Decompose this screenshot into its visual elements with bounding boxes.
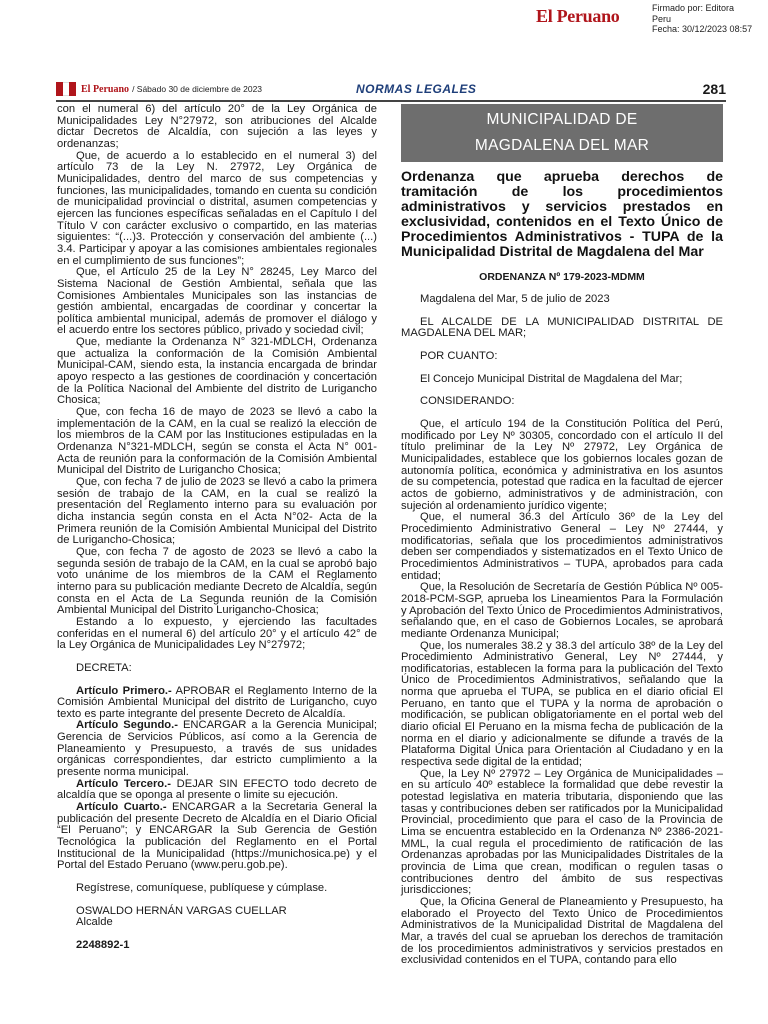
article <box>57 779 377 802</box>
signature-line: Firmado por: Editora <box>652 3 735 13</box>
section-title: NORMAS LEGALES <box>356 82 477 96</box>
article <box>57 686 377 721</box>
decreta-heading: DECRETA: <box>76 661 132 674</box>
brand-logo: El Peruano <box>536 6 620 26</box>
page-number: 281 <box>702 81 726 97</box>
article-label: Artículo Primero.- <box>76 684 172 697</box>
top-brand <box>536 6 620 27</box>
paragraph: Que, de acuerdo a lo establecido en el numeral 3) del artículo 73 de la Ley N. 27972, Ley Orgánica de Municipalidades, dentro del marco de sus competencias y funciones, las municipalidades, tomando en cuenta su condición de municipalidad provincial o distrital, asumen competencias y ejercen las funciones específicas señaladas en el Capítulo I del Título V con carácter exclusivo o compartido, en las materias siguientes: “(...)3. Protección y conservación del ambiente (...) 3.4. Participar y apoyar a las comisiones ambientales regionales en el cumplimiento de sus funciones”; <box>57 149 377 267</box>
paragraph: Que, con fecha 7 de julio de 2023 se llevó a cabo la primera sesión de trabajo de la CAM, en la cual se realizó la presentación del Reglamento interno para su evaluación por dicha instancia según consta en el Acta N°02- Acta de la Primera reunión de la Comisión Ambiental Municipal del Distrito de Lurigancho-Chosica; <box>57 476 377 547</box>
paragraph: Que, los numerales 38.2 y 38.3 del artículo 38º de la Ley del Procedimiento Administrativo General, Ley Nº 27444, y modificatorias, establecen la forma para la publicación del Texto Único de Procedimientos Administrativos, señalando que la norma que aprueba el TUPA, se publica en el diario oficial El Peruano, en tanto que el TUPA y la norma de aprobación o modificación, se publican obligatoriamente en el portal web del diario oficial El Peruano en la misma fecha de publicación de la norma en el diario y adicionalmente se difunde a través de la Plataforma Digital Única para Orientación al Ciudadano y en la respectiva sede digital de la entidad; <box>401 639 723 769</box>
paragraph: con el numeral 6) del artículo 20° de la Ley Orgánica de Municipalidades Ley N°27972, son atribuciones del Alcalde dictar Decretos de Alcaldía, con sujeción a las leyes y ordenanzas; <box>57 103 377 150</box>
signature-line: Fecha: 30/12/2023 08:57 <box>652 24 753 34</box>
document-code: 2248892-1 <box>76 938 130 951</box>
closing: Regístrese, comuníquese, publíquese y cúmplase. <box>76 882 328 894</box>
digital-signature <box>652 3 752 35</box>
signer-role: Alcalde <box>76 916 113 929</box>
header-brand: El Peruano <box>81 83 130 95</box>
place-date: Magdalena del Mar, 5 de julio de 2023 <box>420 293 610 306</box>
article-text: ENCARGAR a la Secretaria General la publicación del presente Decreto de Alcaldía en el Diario Oficial “El Peruano”; y ENCARGAR la Sub Gerencia de Gestión Tecnológica la publicación del Reglamento en el Portal Institucional de la Municipalidad (https://munichosica.pe) y el Portal del Estado Peruano (www.peru.gob.pe). <box>57 801 377 872</box>
ordinance-number: ORDENANZA Nº 179-2023-MDMM <box>479 271 645 284</box>
paragraph: Que, el numeral 36.3 del Artículo 36º de la Ley del Procedimiento Administrativo General – Ley Nº 27444, y modificatorias, señala que los procedimientos administrativos deben ser compendiados y sistematizados en el Texto Único de Procedimientos Administrativos – TUPA, aprobados para cada entidad; <box>401 511 723 582</box>
paragraph: Que, la Oficina General de Planeamiento y Presupuesto, ha elaborado el Proyecto del Texto Único de Procedimientos Administrativos de la Municipalidad Distrital de Magdalena del Mar, a través del cual se aprueban los derechos de tramitación de los procedimientos administrativos y servicios prestados en exclusividad contenidos en el TUPA, contando para ello <box>401 895 723 967</box>
peru-flag-icon <box>56 82 76 96</box>
header-left <box>56 82 262 96</box>
article <box>57 720 377 778</box>
signer-name: OSWALDO HERNÁN VARGAS CUELLAR <box>76 904 287 917</box>
paragraph: EL ALCALDE DE LA MUNICIPALIDAD DISTRITAL DE MAGDALENA DEL MAR; <box>401 315 723 340</box>
paragraph: Que, el artículo 194 de la Constitución Política del Perú, modificado por Ley Nº 30305, concordado con el artículo II del título preliminar de la Ley Nº 27972, Ley Orgánica de Municipalidades, establece que los gobiernos locales gozan de autonomía política, económica y administrativa en los asuntos de su competencia, potestad que radica en la facultad de ejercer actos de gobierno, administrativos y de administración, con sujeción al ordenamiento jurídico vigente; <box>401 418 723 512</box>
article-text: DEJAR SIN EFECTO todo decreto de alcaldía que se oponga al presente o limite su ejecución. <box>57 777 377 802</box>
header-divider <box>56 100 726 102</box>
municipality-banner <box>401 104 723 162</box>
header-date: / Sábado 30 de diciembre de 2023 <box>132 84 263 94</box>
municipality-name-line: MAGDALENA DEL MAR <box>474 137 650 154</box>
article-label: Artículo Tercero.- <box>76 777 171 790</box>
paragraph: Que, el Artículo 25 de la Ley N° 28245, Ley Marco del Sistema Nacional de Gestión Ambiental, señala que las Comisiones Ambientales Municipales son las instancias de gestión ambiental, encargadas de coordinar y concertar la política ambiental municipal, además de promover el diálogo y el acuerdo entre los sectores público, privado y sociedad civil; <box>57 266 377 337</box>
signature-line: Peru <box>652 13 672 24</box>
paragraph: Que, con fecha 7 de agosto de 2023 se llevó a cabo la segunda sesión de trabajo de la CAM, en la cual se aprobó bajo voto unánime de los miembros de la CAM el Reglamento interno para su publicación mediante Decreto de Alcaldía, según consta en el Acta de La Segunda reunión de la Comisión Ambiental Municipal del Distrito Lurigancho-Chosica; <box>57 545 377 617</box>
considerando-heading: CONSIDERANDO: <box>420 395 515 408</box>
municipality-name-line: MUNICIPALIDAD DE <box>486 111 638 128</box>
paragraph: Que, con fecha 16 de mayo de 2023 se llevó a cabo la implementación de la CAM, en la cual se realizó la elección de los miembros de la CAM por las Instituciones estipuladas en la Ordenanza N°321-MDLCH, según se consta el Acta N° 001-Acta de reunión para la conformación de la Comisión Ambiental Municipal del Distrito de Lurigancho Chosica; <box>57 406 377 477</box>
article-text: ENCARGAR a la Gerencia Municipal; Gerencia de Servicios Públicos, así como a la Gerencia de Planeamiento y Presupuesto, a través de sus unidades orgánicas correspondientes, dar estricto cumplimiento a la presente norma municipal. <box>57 719 378 779</box>
paragraph: Que, la Ley Nº 27972 – Ley Orgánica de Municipalidades – en su artículo 40º establece la formalidad que debe revestir la potestad legislativa en materia tributaria, disponiendo que las tasas y contribuciones deben ser ratificados por la Municipalidad Provincial, procedimiento que para el caso de la Provincia de Lima se encuentra establecido en la Ordenanza Nº 2386-2021-MML, la cual regula el procedimiento de ratificación de las Ordenanzas aprobadas por las Municipalidades Distritales de la provincia de Lima que crean, modifican o regulen tasas o contribuciones dentro del ámbito de sus respectivas jurisdicciones; <box>401 767 723 897</box>
article-label: Artículo Cuarto.- <box>76 801 167 814</box>
right-column <box>401 104 723 967</box>
paragraph: Que, mediante la Ordenanza N° 321-MDLCH, Ordenanza que actualiza la conformación de la Comisión Ambiental Municipal-CAM, siendo esta, la instancia encargada de brindar apoyo respecto a las gestiones de coordinación y concertación de la Política Nacional del Ambiente del distrito de Lurigancho Chosica; <box>57 336 377 407</box>
paragraph: Que, la Resolución de Secretaría de Gestión Pública Nº 005-2018-PCM-SGP, aprueba los Lineamientos Para la Formulación y Aprobación del Texto Único de Procedimientos Administrativos, señalando que, en el caso de Gobiernos Locales, se aprobará mediante Ordenanza Municipal; <box>401 581 723 640</box>
paragraph: Estando a lo expuesto, y ejerciendo las facultades conferidas en el numeral 6) del artículo 20° y el artículo 42° de la Ley Orgánica de Municipalidades Ley N°27972; <box>57 615 377 652</box>
article-text: APROBAR el Reglamento Interno de la Comisión Ambiental Municipal del distrito de Lurigancho, cuyo texto es parte integrante del presente Decreto de Alcaldía. <box>57 684 377 720</box>
left-column <box>57 104 377 952</box>
ordinance-title: Ordenanza que aprueba derechos de tramitación de los procedimientos administrativos y servicios prestados en exclusividad, contenidos en el Texto Único de Procedimientos Administrativos - TUPA de la Municipalidad Distrital de Magdalena del Mar <box>401 169 723 260</box>
article <box>57 802 377 872</box>
article-label: Artículo Segundo.- <box>76 719 178 732</box>
paragraph: El Concejo Municipal Distrital de Magdalena del Mar; <box>420 372 683 385</box>
page-header <box>56 80 726 98</box>
por-cuanto-heading: POR CUANTO: <box>420 350 498 363</box>
